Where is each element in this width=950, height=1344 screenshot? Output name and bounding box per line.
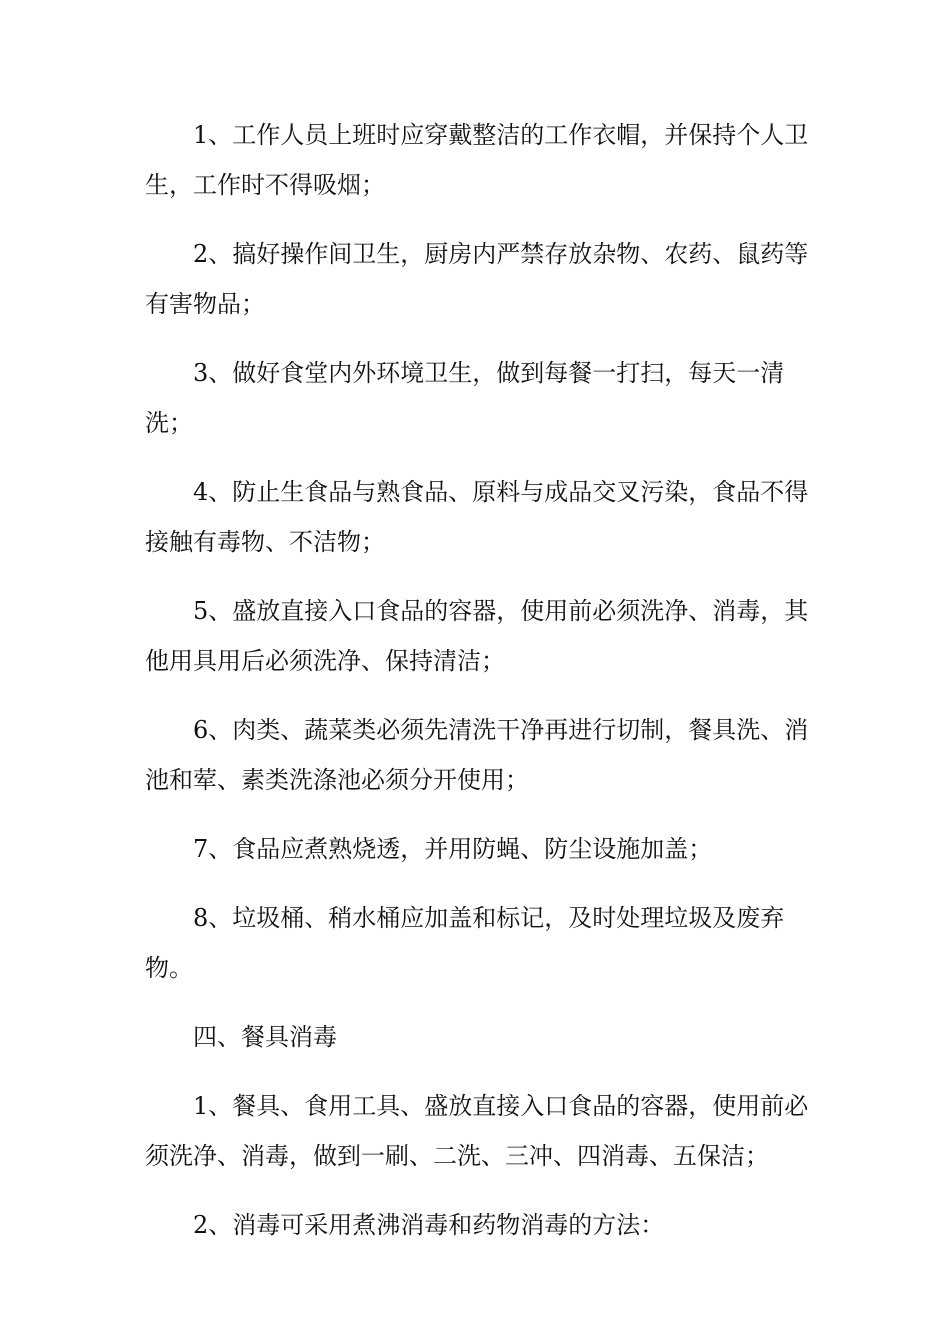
paragraph-8: 8、垃圾桶、稍水桶应加盖和标记，及时处理垃圾及废弃物。 [145, 904, 785, 982]
paragraph-5: 5、盛放直接入口食品的容器，使用前必须洗净、消毒，其他用具用后必须洗净、保持清洁； [145, 597, 809, 675]
paragraph-6: 6、肉类、蔬菜类必须先清洗干净再进行切制，餐具洗、消池和荤、素类洗涤池必须分开使用； [145, 716, 809, 794]
paragraph-3: 3、做好食堂内外环境卫生，做到每餐一打扫，每天一清洗； [145, 359, 785, 437]
paragraph-1: 1、工作人员上班时应穿戴整洁的工作衣帽，并保持个人卫生，工作时不得吸烟； [145, 121, 809, 199]
section-paragraph-2: 2、消毒可采用煮沸消毒和药物消毒的方法： [193, 1211, 665, 1239]
paragraph-2: 2、搞好操作间卫生，厨房内严禁存放杂物、农药、鼠药等有害物品； [145, 240, 809, 318]
document-body [145, 110, 815, 1269]
section-paragraph-1: 1、餐具、食用工具、盛放直接入口食品的容器，使用前必须洗净、消毒，做到一刷、二洗、三冲、四消毒、五保洁； [145, 1092, 809, 1170]
paragraph-7: 7、食品应煮熟烧透，并用防蝇、防尘设施加盖； [193, 835, 713, 863]
section-heading: 四、餐具消毒 [193, 1023, 337, 1051]
paragraph-4: 4、防止生食品与熟食品、原料与成品交叉污染，食品不得接触有毒物、不洁物； [145, 478, 809, 556]
